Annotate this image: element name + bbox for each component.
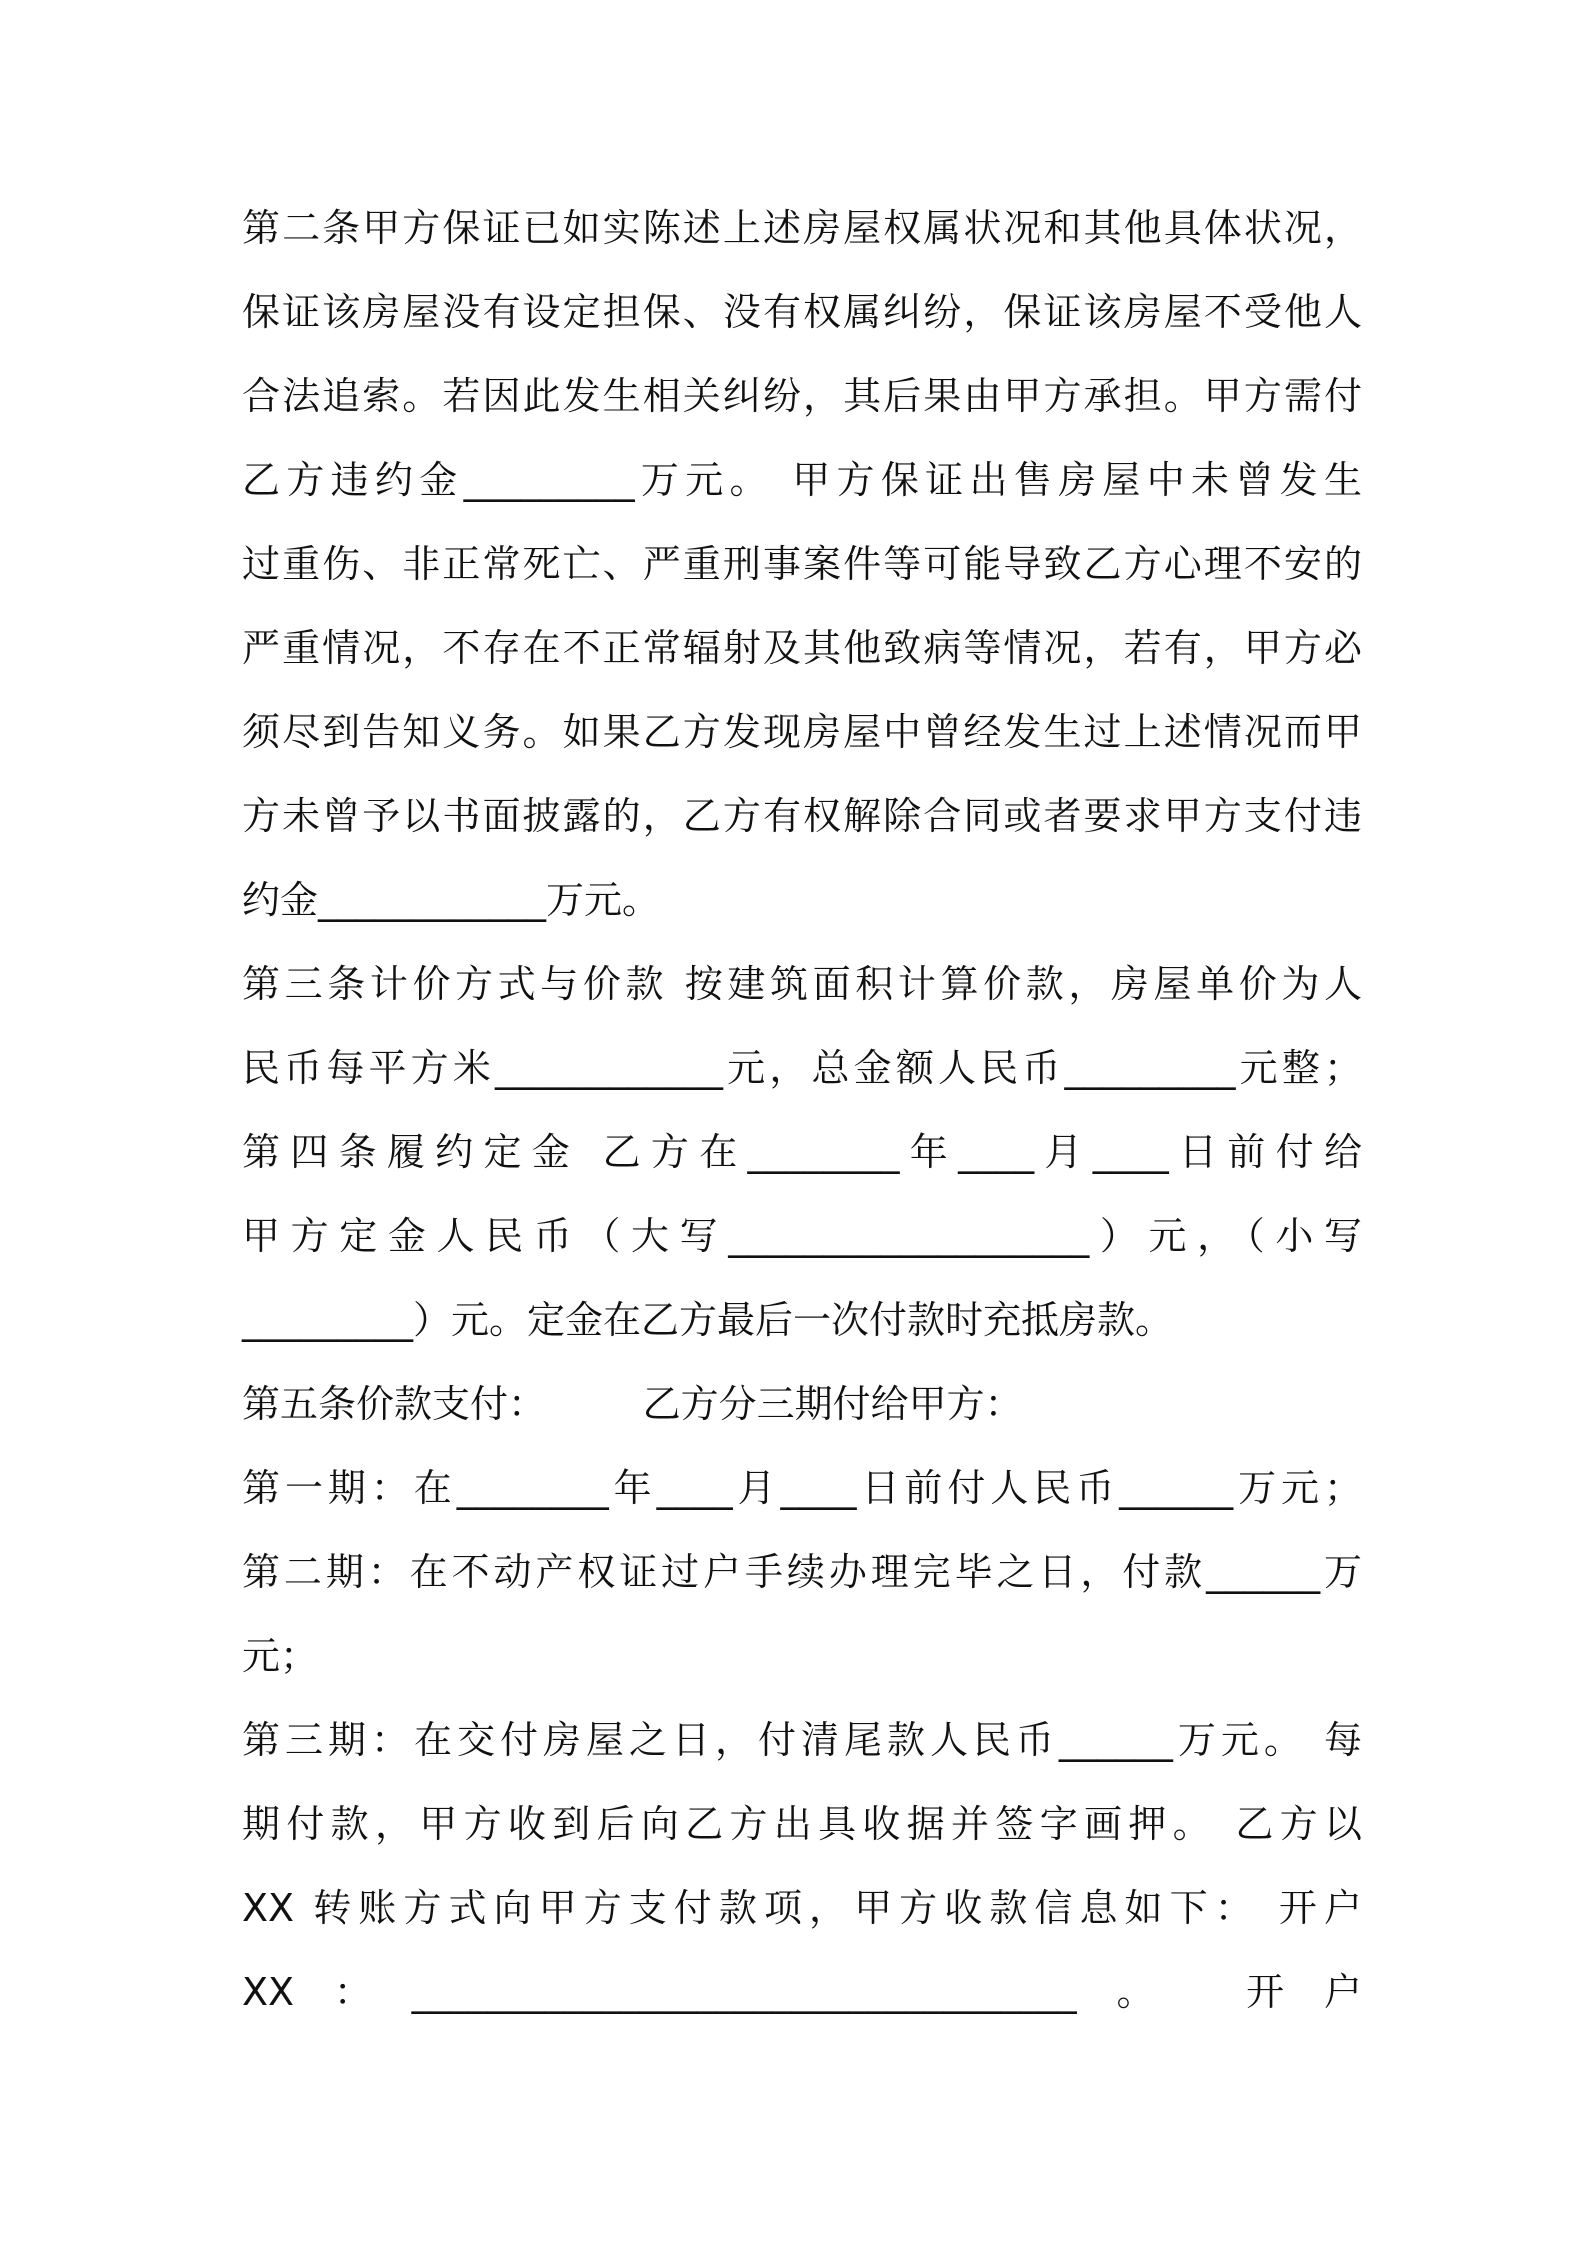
text-line: 期付款，甲方收到后向乙方出具收据并签字画押。 乙方以 <box>242 1802 1362 1846</box>
text-line: 约金____________万元。 <box>242 878 661 922</box>
text-line: 第四条履约定金 乙方在________年____月____日前付给 <box>242 1130 1362 1174</box>
text-line: 合法追索。若因此发生相关纠纷，其后果由甲方承担。甲方需付 <box>242 374 1362 418</box>
text-line: 甲方定金人民币（大写___________________）元，（小写 <box>242 1214 1362 1258</box>
text-line: 第二条甲方保证已如实陈述上述房屋权属状况和其他具体状况， <box>242 206 1362 250</box>
text-line: 过重伤、非正常死亡、严重刑事案件等可能导致乙方心理不安的 <box>242 542 1362 586</box>
text-line: 保证该房屋没有设定担保、没有权属纠纷，保证该房屋不受他人 <box>242 290 1362 334</box>
text-line: 第一期：在________年____月____日前付人民币______万元； <box>242 1466 1362 1510</box>
text-line: 严重情况，不存在不正常辐射及其他致病等情况，若有，甲方必 <box>242 626 1362 670</box>
text-line: XX 转账方式向甲方支付款项，甲方收款信息如下： 开户 <box>242 1886 1362 1930</box>
text-line: 元； <box>242 1634 319 1678</box>
text-line: 第五条价款支付： 乙方分三期付给甲方： <box>242 1382 1023 1426</box>
text-line: XX：___________________________________。 开户 <box>242 1970 1362 2014</box>
text-line: 须尽到告知义务。如果乙方发现房屋中曾经发生过上述情况而甲 <box>242 710 1362 754</box>
text-line: 民币每平方米____________元，总金额人民币_________元整； <box>242 1046 1362 1090</box>
text-line: 方未曾予以书面披露的，乙方有权解除合同或者要求甲方支付违 <box>242 794 1362 838</box>
text-line: 第三条计价方式与价款 按建筑面积计算价款，房屋单价为人 <box>242 962 1362 1006</box>
text-line: 第三期：在交付房屋之日，付清尾款人民币______万元。 每 <box>242 1718 1362 1762</box>
text-line: 乙方违约金_________万元。 甲方保证出售房屋中未曾发生 <box>242 458 1362 502</box>
text-line: 第二期：在不动产权证过户手续办理完毕之日，付款______万 <box>242 1550 1362 1594</box>
text-line: _________）元。定金在乙方最后一次付款时充抵房款。 <box>242 1298 1174 1342</box>
